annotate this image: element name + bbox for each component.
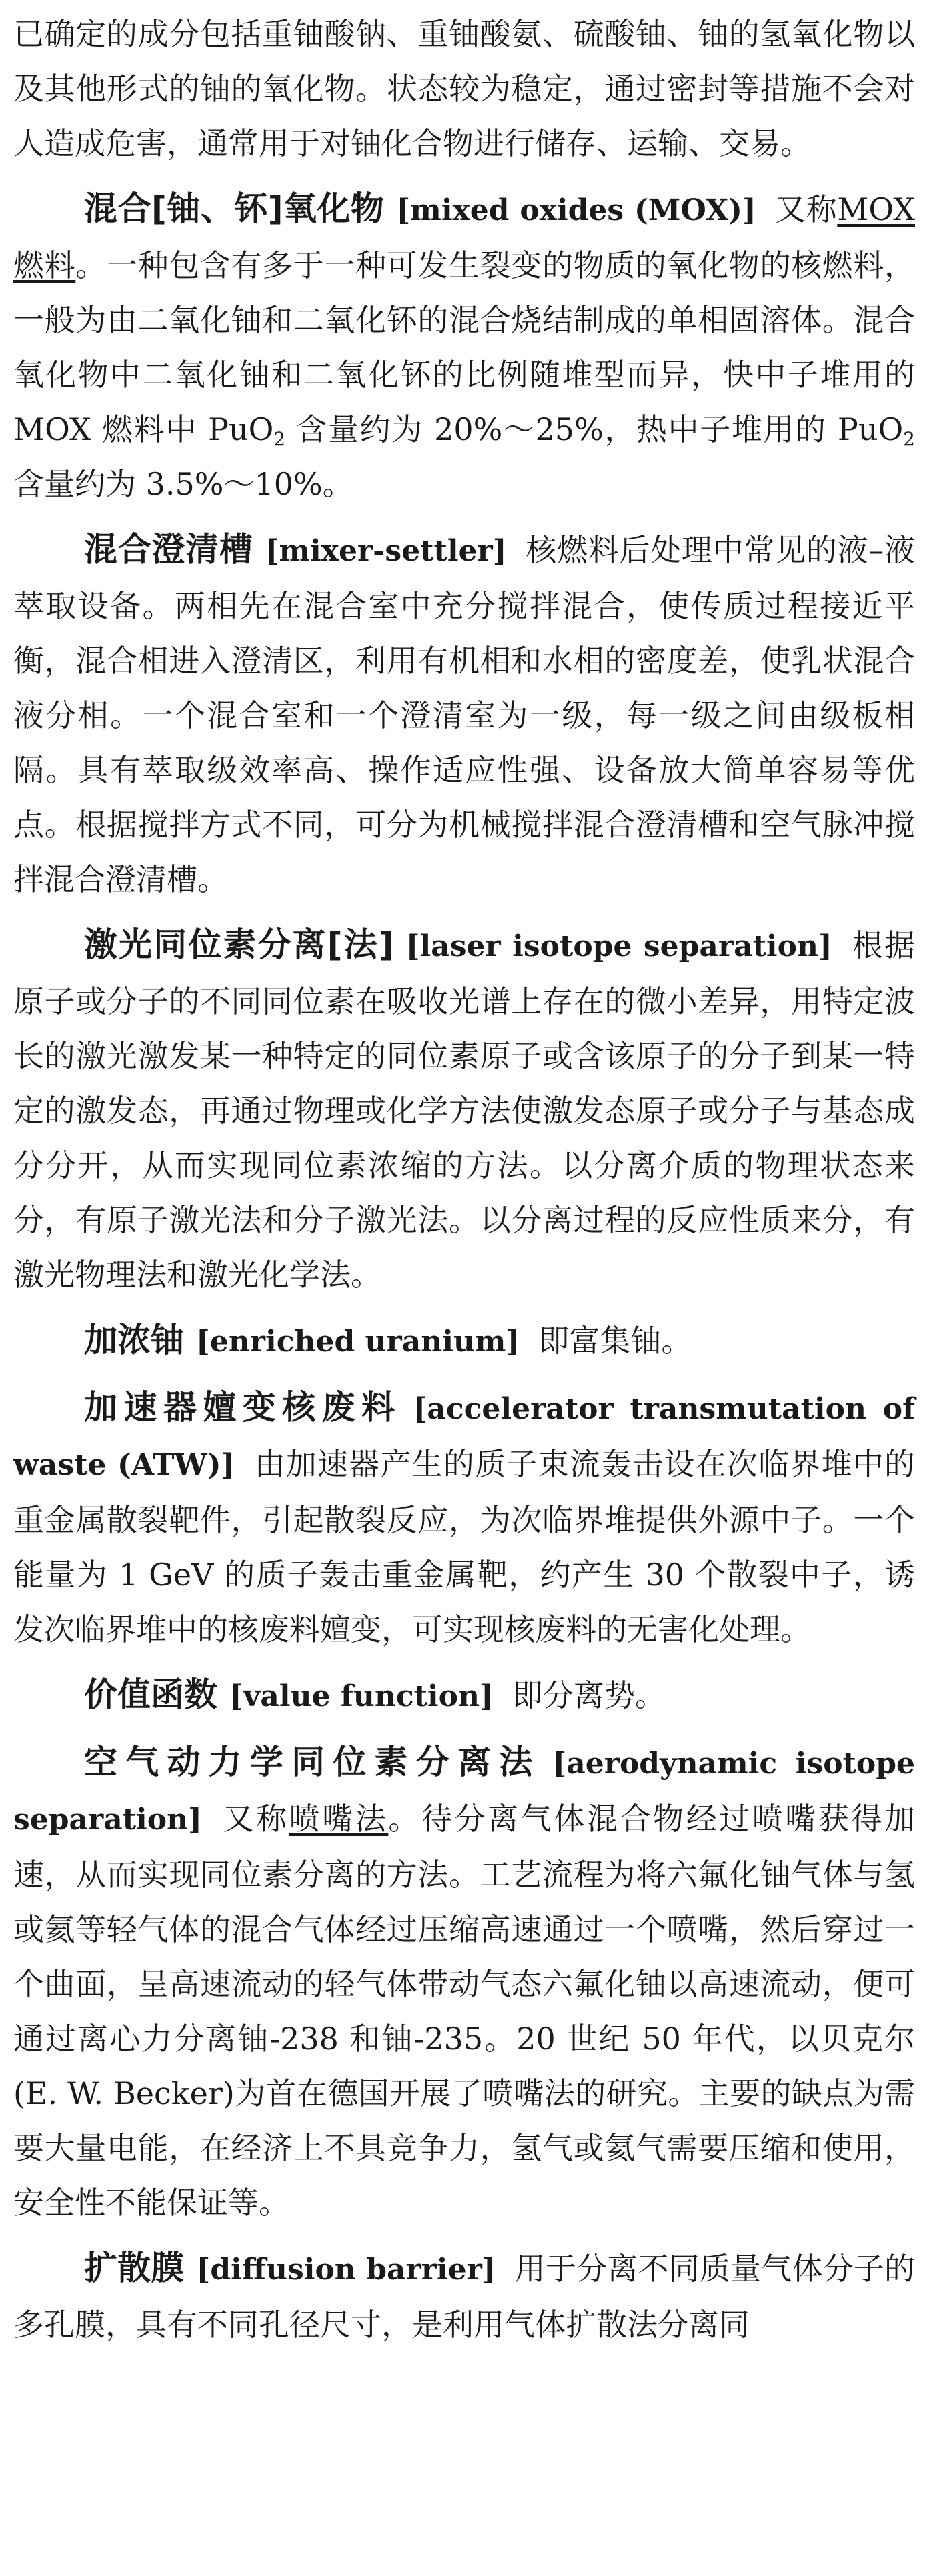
entry-definition: 即分离势。	[512, 1677, 666, 1713]
entry-mixer-settler	[13, 522, 915, 907]
intro-text: 已确定的成分包括重铀酸钠、重铀酸氨、硫酸铀、铀的氢氧化物以及其他形式的铀的氧化物。状态较为稳定，通过密封等措施不会对人造成危害，通常用于对铀化合物进行储存、运输、交易。	[13, 16, 915, 161]
entry-definition: 核燃料后处理中常见的液–液萃取设备。两相先在混合室中充分搅拌混合，使传质过程接近平衡，混合相进入澄清区，利用有机相和水相的密度差，使乳状混合液分相。一个混合室和一个澄清室为一级，每一级之间由级板相隔。具有萃取级效率高、操作适应性强、设备放大简单容易等优点。根据搅拌方式不同，可分为机械搅拌混合澄清槽和空气脉冲搅拌混合澄清槽。	[13, 532, 916, 897]
entry-definition: 含量约为 20%～25%，热中子堆用的 PuO	[285, 411, 904, 447]
entry-definition: 根据原子或分子的不同同位素在吸收光谱上存在的微小差异，用特定波长的激光激发某一种特定的同位素原子或含该原子的分子到某一特定的激发态，再通过物理或化学方法使激发态原子或分子与基态成分分开，从而实现同位素浓缩的方法。以分离介质的物理状态来分，有原子激光法和分子激光法。以分离过程的反应性质来分，有激光物理法和激光化学法。	[13, 927, 916, 1293]
entry-headword: 加速器嬗变核废料	[84, 1388, 401, 1427]
subscript: 2	[273, 428, 286, 450]
entry-aerodynamic-separation	[13, 1735, 915, 2230]
entry-enriched-uranium	[13, 1313, 915, 1369]
cross-reference-link[interactable]: 喷嘴法	[289, 1801, 389, 1837]
entry-diffusion-barrier	[13, 2241, 915, 2352]
entry-mox	[13, 181, 915, 511]
entry-english-term: [laser isotope separation]	[405, 929, 832, 963]
intro-paragraph	[13, 7, 915, 171]
entry-definition: 。一种包含有多于一种可发生裂变的物质的氧化物的核燃料，一般为由二氧化铀和二氧化钚的混合烧结制成的单相固溶体。混合氧化物中二氧化铀和二氧化钚的比例随堆型而异，快中子堆用的 MOX 燃料中 PuO	[13, 247, 916, 447]
cross-reference-link[interactable]: MOX燃料	[13, 191, 916, 283]
entry-definition: 用于分离不同质量气体分子的多孔膜，具有不同孔径尺寸，是利用气体扩散法分离同	[13, 2251, 915, 2343]
entry-english-term: [aerodynamic isotope separation]	[13, 1747, 915, 1837]
entry-definition: 。待分离气体混合物经过喷嘴获得加速，从而实现同位素分离的方法。工艺流程为将六氟化铀气体与氢或氦等轻气体的混合气体经过压缩高速通过一个喷嘴，然后穿过一个曲面，呈高速流动的轻气体带动气态六氟化铀以高速流动，便可通过离心力分离铀-238 和铀-235。20 世纪 50 年代，以贝克尔(E. W. Becker)为首在德国开展了喷嘴法的研究。主要的缺点为需要大量电能，在经济上不具竞争力，氢气或氦气需要压缩和使用，安全性不能保证等。	[13, 1801, 916, 2221]
entry-headword: 扩散膜	[84, 2249, 185, 2287]
entry-headword: 加浓铀	[84, 1321, 184, 1359]
subscript: 2	[903, 428, 915, 450]
entry-laser-isotope-separation	[13, 917, 915, 1302]
entry-headword: 激光同位素分离[法]	[84, 925, 394, 964]
entry-english-term: [mixed oxides (MOX)]	[396, 193, 756, 227]
entry-headword: 混合澄清槽	[84, 530, 253, 569]
entry-definition: 含量约为 3.5%～10%。	[13, 466, 353, 502]
entry-accelerator-transmutation	[13, 1380, 915, 1657]
entry-alias-prefix: 又称	[220, 1801, 289, 1837]
entry-english-term: [accelerator transmutation of waste (ATW)]	[13, 1392, 915, 1482]
entry-english-term: [enriched uranium]	[196, 1325, 520, 1359]
entry-definition: 由加速器产生的质子束流轰击设在次临界堆中的重金属散裂靶件，引起散裂反应，为次临界堆提供外源中子。一个能量为 1 GeV 的质子轰击重金属靶，约产生 30 个散裂中子，诱发次临界堆中的核废料嬗变，可实现核废料的无害化处理。	[13, 1446, 916, 1647]
entry-headword: 价值函数	[84, 1675, 217, 1714]
entry-value-function	[13, 1667, 915, 1724]
entry-english-term: [mixer-settler]	[265, 534, 507, 568]
entry-definition: 即富集铀。	[538, 1323, 692, 1359]
entry-english-term: [value function]	[229, 1679, 494, 1713]
entry-alias-prefix: 又称	[774, 191, 838, 227]
entry-headword: 空气动力学同位素分离法	[84, 1743, 541, 1781]
entry-headword: 混合[铀、钚]氧化物	[84, 189, 385, 228]
entry-english-term: [diffusion barrier]	[196, 2253, 496, 2287]
